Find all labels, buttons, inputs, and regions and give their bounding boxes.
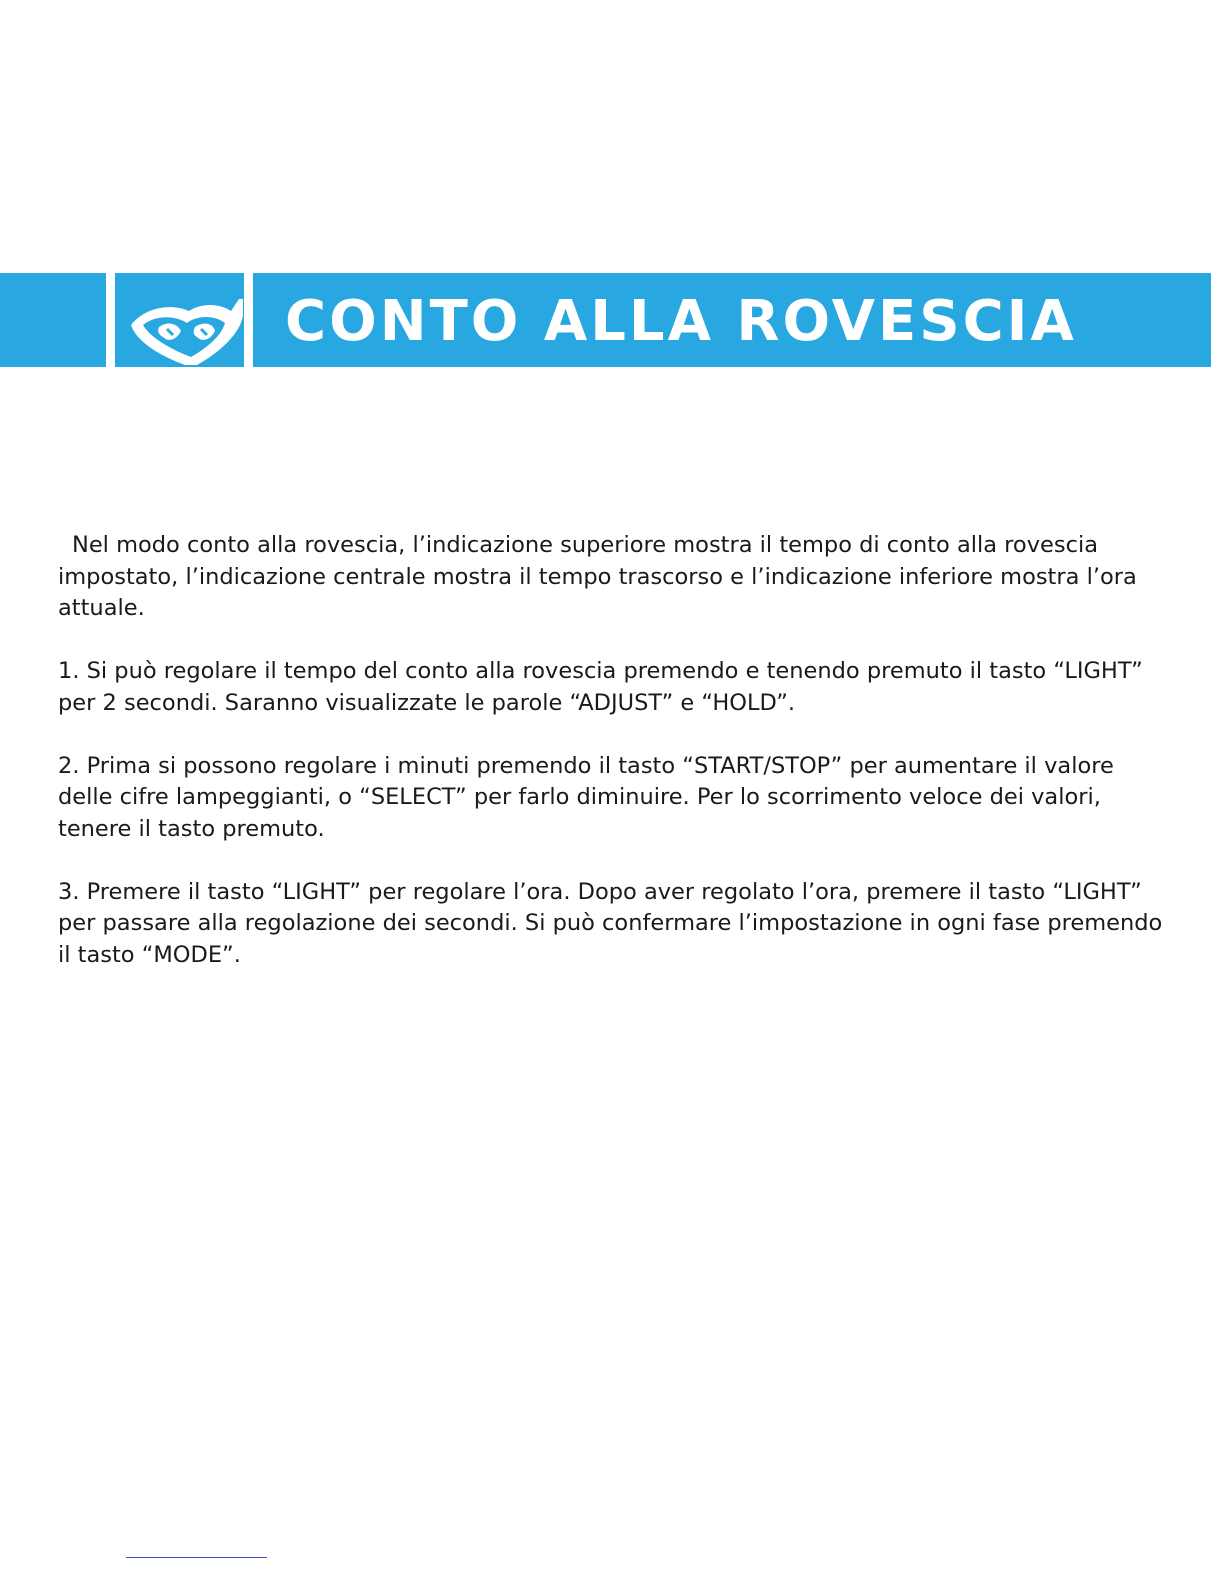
- step-paragraph: 1. Si può regolare il tempo del conto alla rovescia premendo e tenendo premuto il tasto “LIGHT” per 2 secondi. Saranno visualizzate le parole “ADJUST” e “HOLD”.: [58, 658, 1143, 716]
- page-title: CONTO ALLA ROVESCIA: [285, 289, 1077, 354]
- logo-block: [115, 273, 244, 367]
- instructions-body: [58, 530, 1173, 1003]
- intro-paragraph: Nel modo conto alla rovescia, l’indicazione superiore mostra il tempo di conto alla rovescia impostato, l’indicazione centrale mostra il tempo trascorso e l’indicazione inferiore mostra l’ora attuale.: [58, 532, 1137, 621]
- roxy-heart-logo-icon: [115, 273, 244, 367]
- step-paragraph: 2. Prima si possono regolare i minuti premendo il tasto “START/STOP” per aumentare il valore delle cifre lampeggianti, o “SELECT” per farlo diminuire. Per lo scorrimento veloce dei valori, tenere il tasto premuto.: [58, 752, 1114, 842]
- footer-rule: [126, 1557, 267, 1558]
- header-title-bar: [253, 273, 1211, 367]
- step-paragraph: 3. Premere il tasto “LIGHT” per regolare l’ora. Dopo aver regolato l’ora, premere il tasto “LIGHT” per passare alla regolazione dei secondi. Si può confermare l’impostazione in ogni fase premendo il tasto “MODE”.: [58, 878, 1163, 968]
- header-bar-left: [0, 273, 106, 367]
